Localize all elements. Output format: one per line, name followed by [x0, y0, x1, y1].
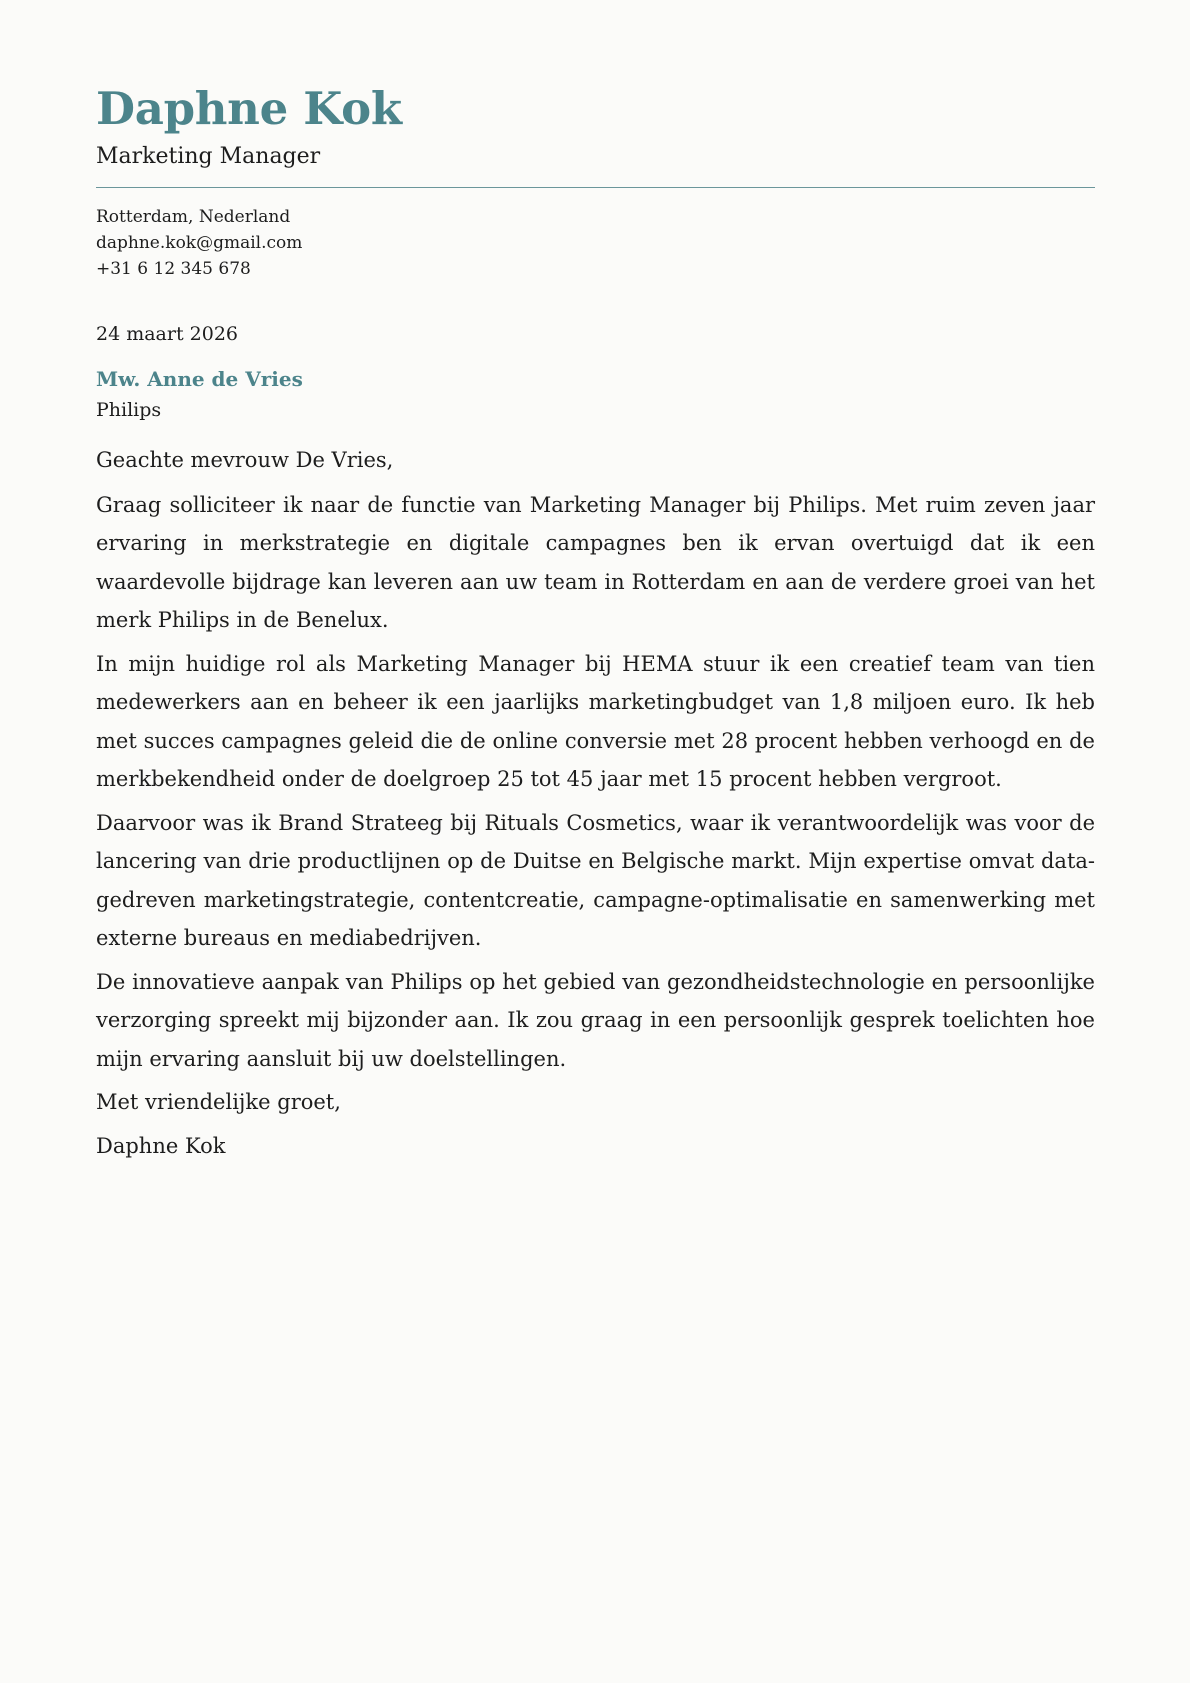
closing: Met vriendelijke groet, — [96, 1090, 341, 1114]
body-paragraph: Daarvoor was ik Brand Strateeg bij Rituals Cosmetics, waar ik verantwoordelijk was voor de lancering van drie productlijnen op de Duitse en Belgische markt. Mijn expertise omvat data-gedreven marketingstrategie, contentcreatie, campagne-optimalisatie en samenwerking met externe bureaus en mediabedrijven. — [96, 810, 1095, 950]
body-paragraph: De innovatieve aanpak van Philips op het gebied van gezondheidstechnologie en persoonlijke verzorging spreekt mij bijzonder aan. Ik zou graag in een persoonlijk gesprek toelichten hoe mijn ervaring aansluit bij uw doelstellingen. — [96, 969, 1095, 1071]
contact-phone: +31 6 12 345 678 — [96, 259, 251, 279]
letter-header — [96, 80, 1095, 188]
letter-body — [96, 441, 1095, 1165]
contact-details — [96, 204, 1095, 282]
salutation: Geachte mevrouw De Vries, — [96, 448, 394, 472]
letter-date: 24 maart 2026 — [96, 323, 238, 345]
signature: Daphne Kok — [96, 1133, 226, 1158]
contact-email: daphne.kok@gmail.com — [96, 233, 303, 253]
recipient-company: Philips — [96, 399, 162, 421]
sender-name: Daphne Kok — [96, 82, 402, 135]
contact-location: Rotterdam, Nederland — [96, 207, 291, 227]
recipient-name: Mw. Anne de Vries — [96, 367, 303, 391]
header-divider — [96, 187, 1095, 188]
sender-job-title: Marketing Manager — [96, 144, 321, 169]
body-paragraph: In mijn huidige rol als Marketing Manager bij HEMA stuur ik een creatief team van tien medewerkers aan en beheer ik een jaarlijks marketingbudget van 1,8 miljoen euro. Ik heb met succes campagnes geleid die de online conversie met 28 procent hebben verhoogd en de merkbekendheid onder de doelgroep 25 tot 45 jaar met 15 procent hebben vergroot. — [96, 651, 1095, 791]
recipient-block — [96, 364, 1095, 425]
body-paragraph: Graag solliciteer ik naar de functie van Marketing Manager bij Philips. Met ruim zeven jaar ervaring in merkstrategie en digitale campagnes ben ik ervan overtuigd dat ik een waardevolle bijdrage kan leveren aan uw team in Rotterdam en aan de verdere groei van het merk Philips in de Benelux. — [96, 492, 1095, 632]
